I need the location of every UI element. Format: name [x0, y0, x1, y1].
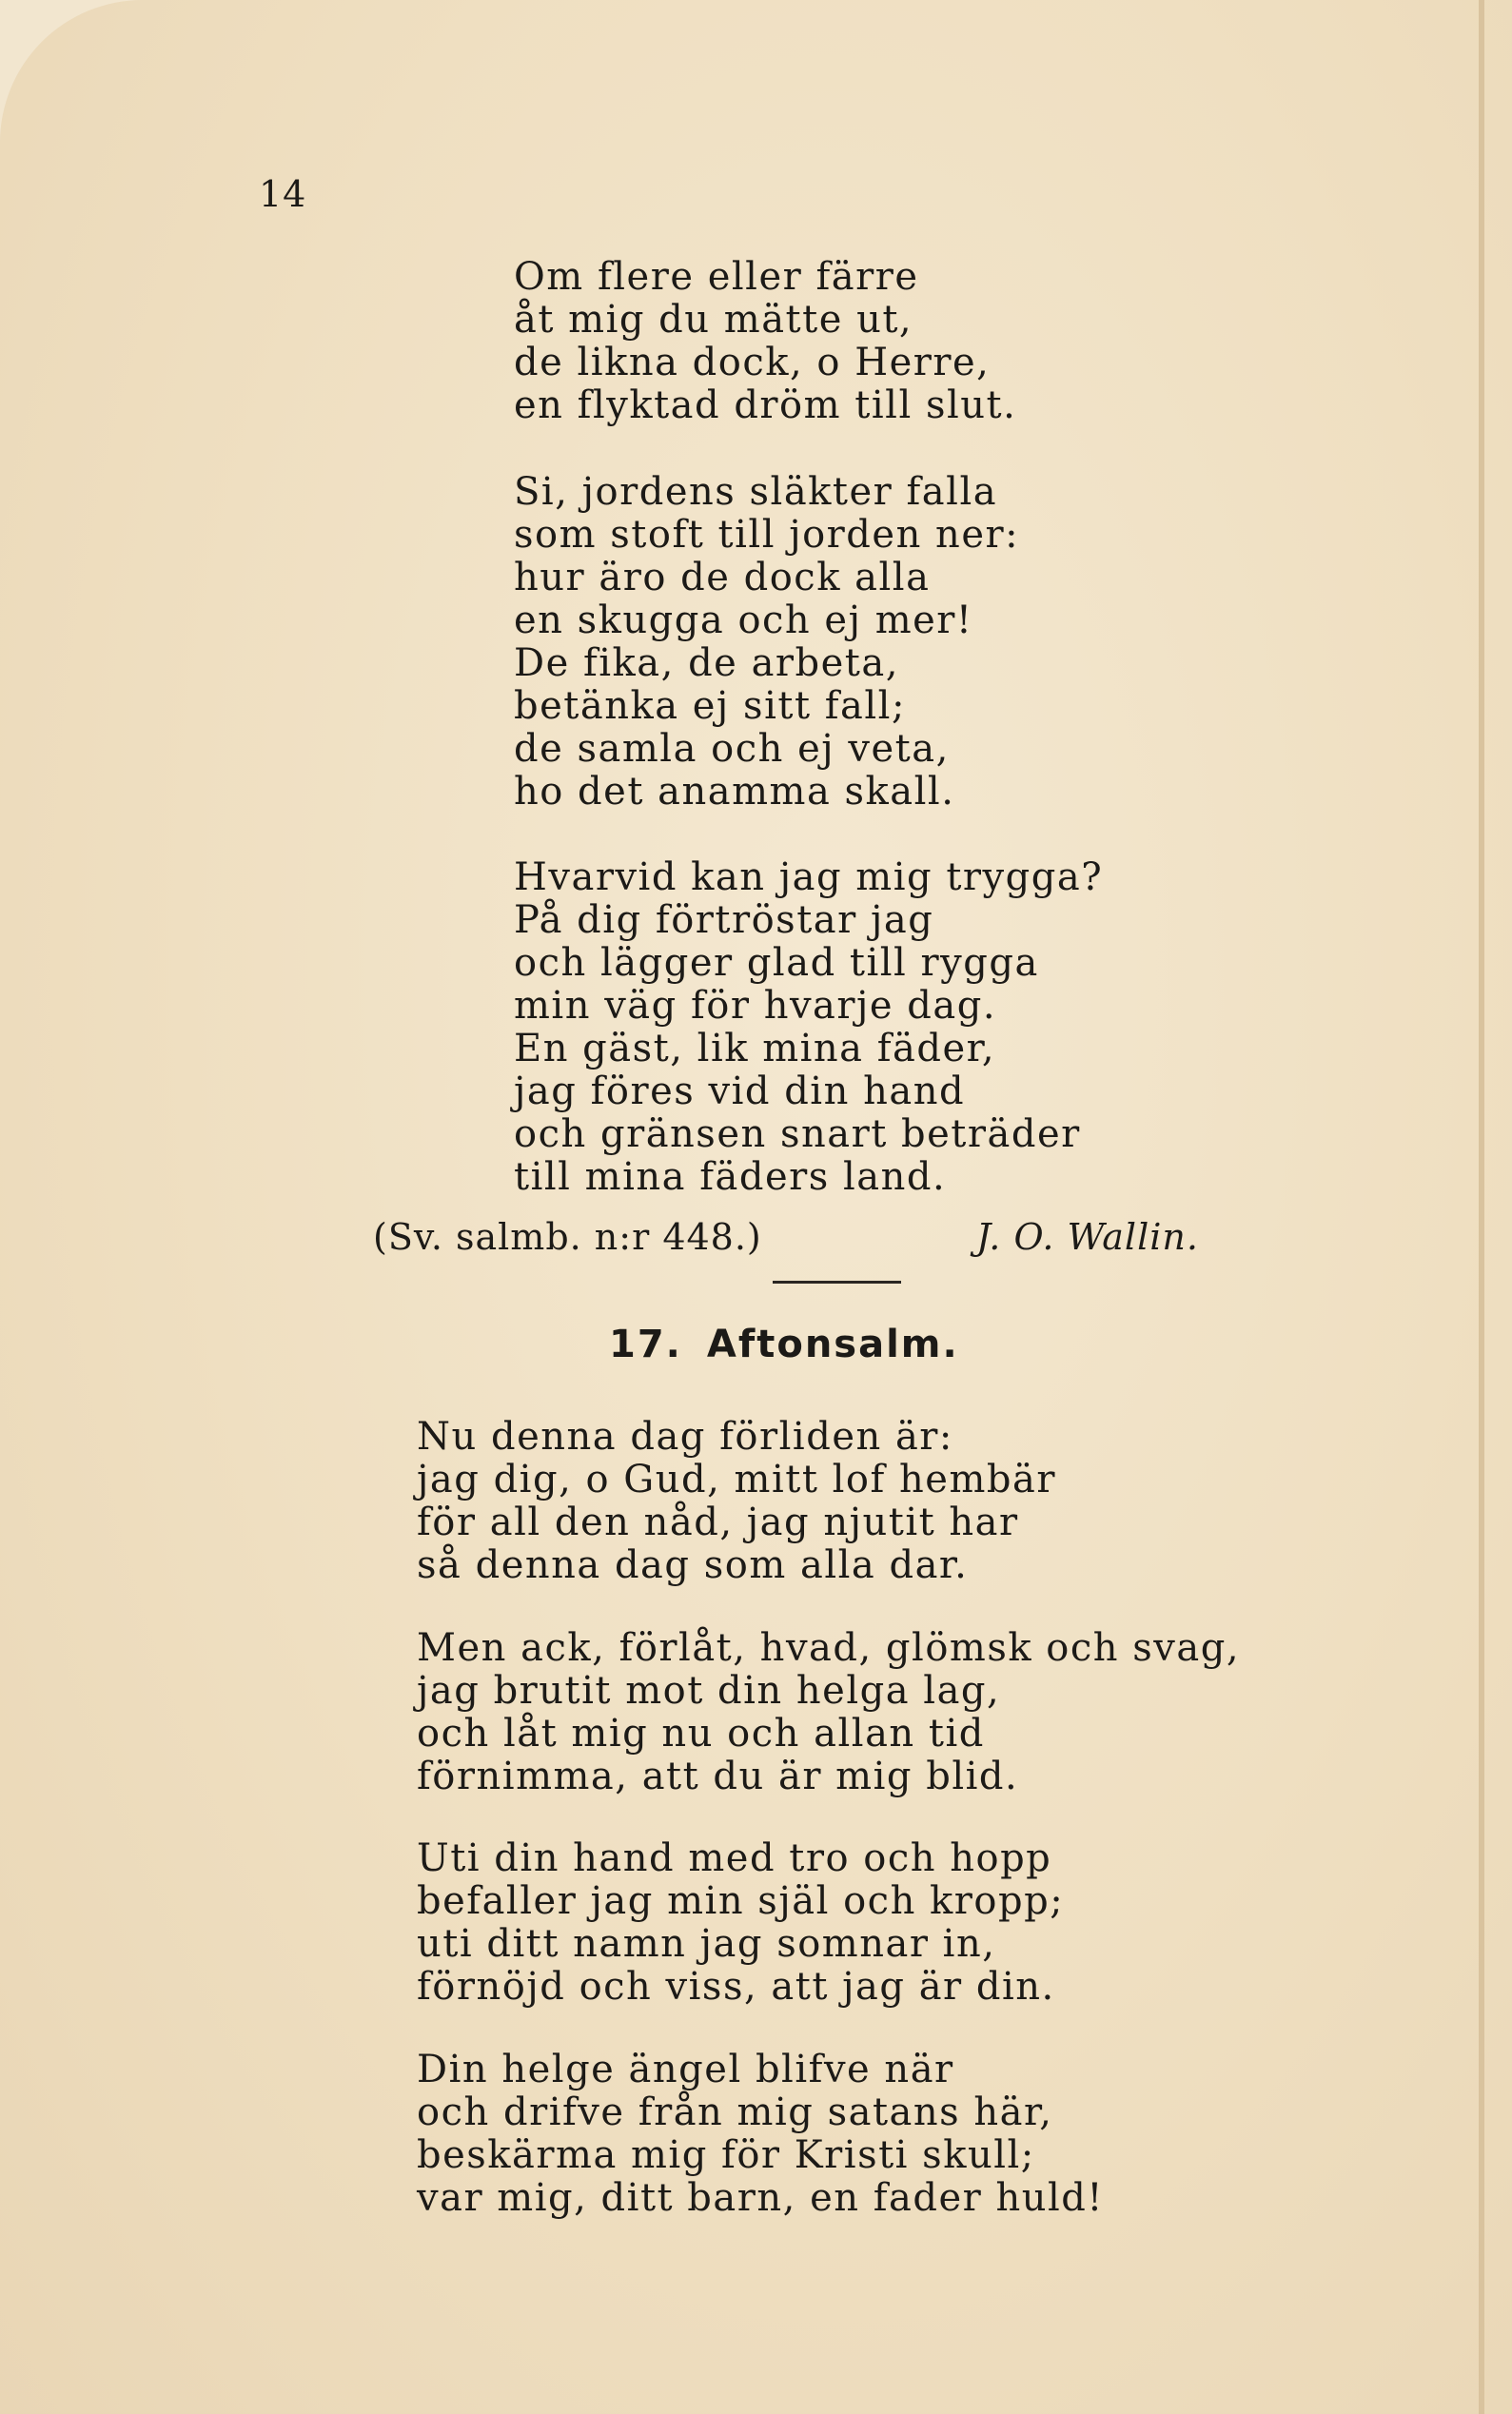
stanza	[514, 256, 1016, 427]
verse-line: för all den nåd, jag njutit har	[417, 1501, 1019, 1544]
verse-line: Din helge ängel blifve när	[417, 2048, 954, 2091]
verse-line: förnöjd och viss, att jag är din.	[417, 1965, 1055, 2009]
stanza	[417, 1416, 1056, 1587]
section-divider	[773, 1281, 901, 1284]
verse-line: betänka ej sitt fall;	[514, 684, 906, 728]
author-name: J. O. Wallin.	[976, 1216, 1199, 1258]
verse-line: de likna dock, o Herre,	[514, 341, 991, 384]
verse-line: ho det anamma skall.	[514, 770, 955, 814]
verse-line: och drifve från mig satans här,	[417, 2090, 1053, 2134]
hymn-heading	[609, 1323, 959, 1366]
verse-line: uti ditt namn jag somnar in,	[417, 1922, 996, 1966]
stanza	[417, 1837, 1064, 2009]
verse-line: beskärma mig för Kristi skull;	[417, 2133, 1035, 2177]
verse-line: jag brutit mot din helga lag,	[417, 1669, 1001, 1713]
verse-line: en skugga och ej mer!	[514, 599, 973, 642]
stanza	[514, 856, 1103, 1199]
verse-line: förnimma, att du är mig blid.	[417, 1755, 1019, 1798]
verse-line: så denna dag som alla dar.	[417, 1543, 969, 1587]
verse-line: Si, jordens släkter falla	[514, 470, 998, 514]
stanza	[417, 2049, 1104, 2220]
verse-line: Om flere eller färre	[514, 255, 919, 299]
verse-line: De fika, de arbeta,	[514, 641, 899, 685]
verse-line: till mina fäders land.	[514, 1155, 947, 1199]
verse-line: jag föres vid din hand	[514, 1070, 966, 1113]
verse-line: Men ack, förlåt, hvad, glömsk och svag,	[417, 1626, 1241, 1670]
verse-line: jag dig, o Gud, mitt lof hembär	[417, 1458, 1056, 1501]
verse-line: och lägger glad till rygga	[514, 941, 1039, 985]
verse-line: En gäst, lik mina fäder,	[514, 1027, 996, 1070]
verse-line: som stoft till jorden ner:	[514, 513, 1020, 557]
hymn-number: 17.	[609, 1323, 682, 1366]
verse-line: och låt mig nu och allan tid	[417, 1712, 985, 1756]
hymn-title: Aftonsalm.	[706, 1323, 959, 1366]
verse-line: På dig förtröstar jag	[514, 898, 934, 942]
hymnal-reference: (Sv. salmb. n:r 448.)	[373, 1216, 762, 1258]
verse-line: de samla och ej veta,	[514, 727, 950, 771]
verse-line: Uti din hand med tro och hopp	[417, 1836, 1052, 1880]
verse-line: och gränsen snart beträder	[514, 1112, 1081, 1156]
page-number: 14	[259, 173, 307, 215]
stanza	[417, 1627, 1240, 1798]
verse-line: Hvarvid kan jag mig trygga?	[514, 855, 1104, 899]
verse-line: en flyktad dröm till slut.	[514, 383, 1017, 427]
verse-line: min väg för hvarje dag.	[514, 984, 997, 1028]
verse-line: hur äro de dock alla	[514, 556, 931, 599]
verse-line: Nu denna dag förliden är:	[417, 1415, 953, 1459]
verse-line: åt mig du mätte ut,	[514, 298, 913, 342]
verse-line: var mig, ditt barn, en fader huld!	[417, 2176, 1104, 2220]
verse-line: befaller jag min själ och kropp;	[417, 1879, 1065, 1923]
stanza	[514, 471, 1019, 814]
